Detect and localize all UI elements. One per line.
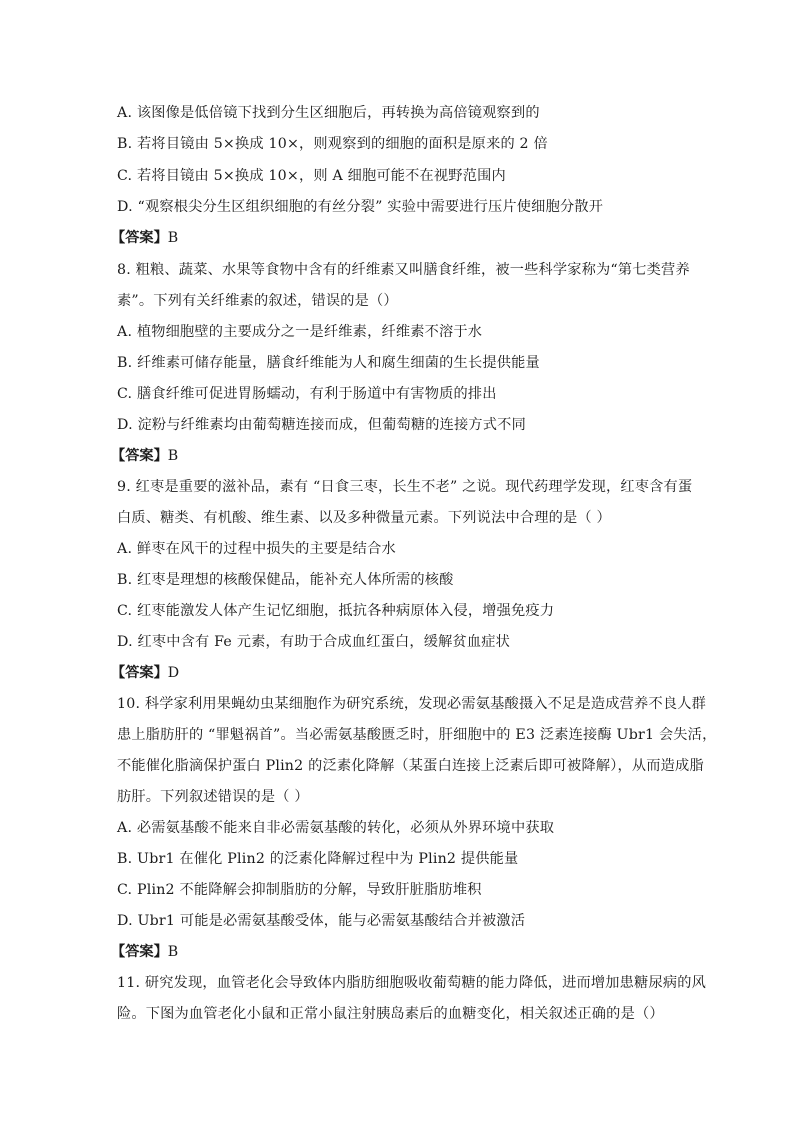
- q10-stem-line-4: 肪肝。下列叙述错误的是（ ）: [117, 789, 309, 805]
- answer-tag: 【答案】: [111, 230, 168, 246]
- q7-answer: [111, 228, 178, 248]
- q11-stem-line-2: 险。下图为血管老化小鼠和正常小鼠注射胰岛素后的血糖变化，相关叙述正确的是（）: [117, 1006, 664, 1022]
- q10-option-d: D. Ubr1 可能是必需氨基酸受体，能与必需氨基酸结合并被激活: [117, 913, 526, 929]
- q7-option-a: A. 该图像是低倍镜下找到分生区细胞后，再转换为高倍镜观察到的: [117, 105, 540, 121]
- q9-option-c: C. 红枣能激发人体产生记忆细胞，抵抗各种病原体入侵，增强免疫力: [117, 603, 555, 619]
- q11-stem-line-1: 11. 研究发现，血管老化会导致体内脂肪细胞吸收葡萄糖的能力降低，进而增加患糖尿病的风: [117, 975, 706, 991]
- answer-value: B: [167, 230, 179, 246]
- answer-tag: 【答案】: [111, 448, 168, 464]
- q8-stem-line-2: 素”。下列有关纤维素的叙述，错误的是（）: [117, 293, 398, 309]
- q7-option-b: B. 若将目镜由 5×换成 10×，则观察到的细胞的面积是原来的 2 倍: [117, 136, 548, 152]
- answer-value: B: [167, 448, 179, 464]
- q8-answer: [111, 446, 178, 466]
- q7-option-d: D. “观察根尖分生区组织细胞的有丝分裂” 实验中需要进行压片使细胞分散开: [117, 199, 604, 215]
- q8-option-d: D. 淀粉与纤维素均由葡萄糖连接而成，但葡萄糖的连接方式不同: [117, 417, 526, 433]
- q9-stem-line-1: 9. 红枣是重要的滋补品，素有 “日食三枣，长生不老” 之说。现代药理学发现，红枣含有蛋: [117, 479, 693, 495]
- q9-option-a: A. 鲜枣在风干的过程中损失的主要是结合水: [117, 541, 396, 557]
- answer-tag: 【答案】: [111, 665, 168, 681]
- q10-answer: [111, 942, 178, 962]
- q10-stem-line-3: 不能催化脂滴保护蛋白 Plin2 的泛素化降解（某蛋白连接上泛素后即可被降解），从而造成脂: [117, 758, 704, 774]
- answer-value: B: [167, 944, 179, 960]
- answer-value: D: [167, 665, 180, 681]
- q10-option-b: B. Ubr1 在催化 Plin2 的泛素化降解过程中为 Plin2 提供能量: [117, 851, 519, 867]
- q8-option-a: A. 植物细胞壁的主要成分之一是纤维素，纤维素不溶于水: [117, 324, 483, 340]
- q8-stem-line-1: 8. 粗粮、蔬菜、水果等食物中含有的纤维素又叫膳食纤维，被一些科学家称为“第七类营养: [117, 262, 690, 278]
- q9-option-b: B. 红枣是理想的核酸保健品，能补充人体所需的核酸: [117, 572, 454, 588]
- q9-option-d: D. 红枣中含有 Fe 元素，有助于合成血红蛋白，缓解贫血症状: [117, 634, 511, 650]
- q9-stem-line-2: 白质、糖类、有机酸、维生素、以及多种微量元素。下列说法中合理的是（ ）: [117, 510, 611, 526]
- q8-option-b: B. 纤维素可储存能量，膳食纤维能为人和腐生细菌的生长提供能量: [117, 355, 540, 371]
- q10-stem-line-2: 患上脂肪肝的 “罪魁祸首”。当必需氨基酸匮乏时，肝细胞中的 E3 泛素连接酶 Ubr1 会失活，: [117, 727, 717, 743]
- q10-option-a: A. 必需氨基酸不能来自非必需氨基酸的转化，必须从外界环境中获取: [117, 820, 555, 836]
- q10-option-c: C. Plin2 不能降解会抑制脂肪的分解，导致肝脏脂肪堆积: [117, 882, 482, 898]
- q10-stem-line-1: 10. 科学家利用果蝇幼虫某细胞作为研究系统，发现必需氨基酸摄入不足是造成营养不良人群: [117, 696, 706, 712]
- answer-tag: 【答案】: [111, 944, 168, 960]
- q8-option-c: C. 膳食纤维可促进胃肠蠕动，有利于肠道中有害物质的排出: [117, 386, 497, 402]
- q9-answer: [111, 663, 179, 683]
- q7-option-c: C. 若将目镜由 5×换成 10×，则 A 细胞可能不在视野范围内: [117, 168, 506, 184]
